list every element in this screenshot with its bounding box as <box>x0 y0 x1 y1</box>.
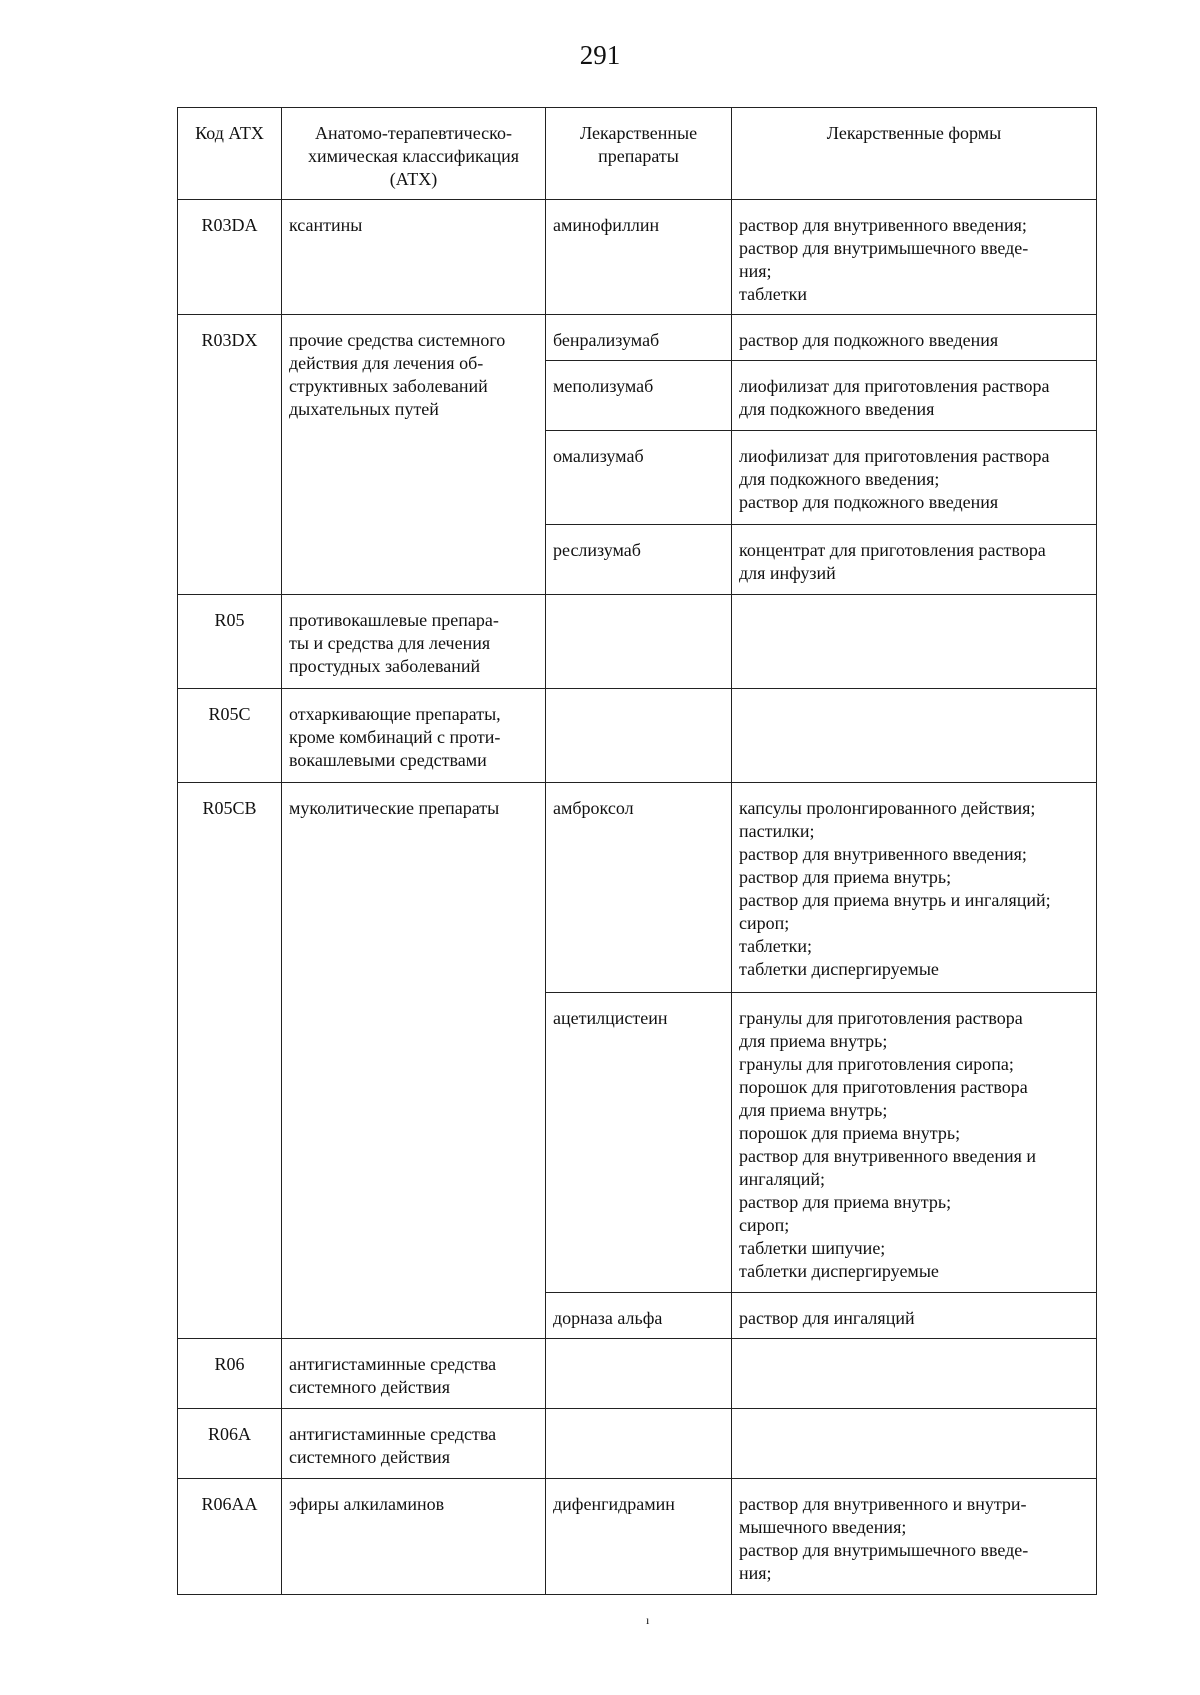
form-line: таблетки диспергируемые <box>739 1261 939 1281</box>
forms-cell <box>732 783 1097 993</box>
forms-cell <box>732 595 1097 689</box>
forms-cell <box>732 431 1097 525</box>
form-line: лиофилизат для приготовления раствора <box>739 446 1050 466</box>
form-line: таблетки; <box>739 936 813 956</box>
atx-code-cell: R05C <box>178 689 282 783</box>
classification-line: дыхательных путей <box>289 399 439 419</box>
forms-cell <box>732 525 1097 595</box>
form-line: мышечного введения; <box>739 1517 907 1537</box>
scan-mark: ı <box>646 1613 650 1627</box>
classification-line: структивных заболеваний <box>289 376 488 396</box>
classification-line: антигистаминные средства <box>289 1424 497 1444</box>
table-row <box>178 1479 1097 1595</box>
classification-line: вокашлевыми средствами <box>289 750 487 770</box>
drug-cell: омализумаб <box>546 431 732 525</box>
form-line: для подкожного введения <box>739 399 935 419</box>
forms-cell <box>732 689 1097 783</box>
classification-cell <box>282 783 546 1339</box>
form-line: таблетки диспергируемые <box>739 959 939 979</box>
form-line: капсулы пролонгированного действия; <box>739 798 1036 818</box>
form-line: раствор для подкожного введения <box>739 330 999 350</box>
classification-line: действия для лечения об- <box>289 353 484 373</box>
classification-cell <box>282 315 546 595</box>
forms-cell <box>732 361 1097 431</box>
table-header-row <box>178 108 1097 200</box>
form-line: раствор для внутримышечного введе- <box>739 238 1029 258</box>
classification-cell <box>282 689 546 783</box>
classification-cell <box>282 1479 546 1595</box>
form-line: сироп; <box>739 913 790 933</box>
drug-cell: аминофиллин <box>546 200 732 315</box>
classification-line: эфиры алкиламинов <box>289 1494 445 1514</box>
drug-cell <box>546 1339 732 1409</box>
atx-code-cell: R06 <box>178 1339 282 1409</box>
form-line: ния; <box>739 1563 772 1583</box>
classification-line: отхаркивающие препараты, <box>289 704 501 724</box>
form-line: таблетки <box>739 284 808 304</box>
classification-line: системного действия <box>289 1447 450 1467</box>
form-line: порошок для приготовления раствора <box>739 1077 1028 1097</box>
form-line: раствор для приема внутрь; <box>739 867 952 887</box>
form-line: для инфузий <box>739 563 836 583</box>
form-line: раствор для ингаляций <box>739 1308 915 1328</box>
classification-line: прочие средства системного <box>289 330 506 350</box>
form-line: раствор для приема внутрь и ингаляций; <box>739 890 1051 910</box>
drug-cell: ацетилцистеин <box>546 993 732 1293</box>
header-forms: Лекарственные формы <box>732 108 1097 200</box>
form-line: для приема внутрь; <box>739 1031 888 1051</box>
classification-line: простудных заболеваний <box>289 656 481 676</box>
atx-code-cell: R03DX <box>178 315 282 595</box>
form-line: раствор для внутривенного и внутри- <box>739 1494 1027 1514</box>
form-line: для подкожного введения; <box>739 469 940 489</box>
form-line: раствор для приема внутрь; <box>739 1192 952 1212</box>
classification-line: противокашлевые препара- <box>289 610 499 630</box>
classification-line: ксантины <box>289 215 363 235</box>
drug-cell: бенрализумаб <box>546 315 732 361</box>
forms-cell <box>732 1339 1097 1409</box>
form-line: ния; <box>739 261 772 281</box>
form-line: для приема внутрь; <box>739 1100 888 1120</box>
form-line: порошок для приема внутрь; <box>739 1123 961 1143</box>
form-line: раствор для внутривенного введения; <box>739 215 1027 235</box>
classification-line: муколитические препараты <box>289 798 500 818</box>
forms-cell <box>732 200 1097 315</box>
drug-cell: реслизумаб <box>546 525 732 595</box>
drug-cell: меполизумаб <box>546 361 732 431</box>
forms-cell <box>732 315 1097 361</box>
form-line: гранулы для приготовления раствора <box>739 1008 1023 1028</box>
form-line: раствор для внутривенного введения; <box>739 844 1027 864</box>
classification-line: кроме комбинаций с проти- <box>289 727 501 747</box>
classification-cell <box>282 1339 546 1409</box>
atx-table <box>177 107 1097 1595</box>
table-row <box>178 689 1097 783</box>
form-line: концентрат для приготовления раствора <box>739 540 1046 560</box>
classification-cell <box>282 1409 546 1479</box>
form-line: гранулы для приготовления сиропа; <box>739 1054 1014 1074</box>
atx-code-cell: R05 <box>178 595 282 689</box>
forms-cell <box>732 1479 1097 1595</box>
form-line: сироп; <box>739 1215 790 1235</box>
table-row <box>178 315 1097 361</box>
drug-cell <box>546 595 732 689</box>
table-row <box>178 200 1097 315</box>
header-code: Код АТХ <box>178 108 282 200</box>
classification-cell <box>282 595 546 689</box>
drug-cell: дифенгидрамин <box>546 1479 732 1595</box>
forms-cell <box>732 1409 1097 1479</box>
classification-line: системного действия <box>289 1377 450 1397</box>
form-line: ингаляций; <box>739 1169 825 1189</box>
classification-line: ты и средства для лечения <box>289 633 491 653</box>
atx-code-cell: R06A <box>178 1409 282 1479</box>
table-row <box>178 1339 1097 1409</box>
table-row <box>178 1409 1097 1479</box>
page-number: 291 <box>579 40 621 70</box>
table-row <box>178 595 1097 689</box>
table-row <box>178 783 1097 993</box>
form-line: раствор для внутримышечного введе- <box>739 1540 1029 1560</box>
forms-cell <box>732 993 1097 1293</box>
header-drugs: Лекарственные препараты <box>546 108 732 200</box>
drug-cell: амброксол <box>546 783 732 993</box>
forms-cell <box>732 1293 1097 1339</box>
drug-cell <box>546 1409 732 1479</box>
classification-cell <box>282 200 546 315</box>
table-body <box>178 200 1097 1595</box>
form-line: лиофилизат для приготовления раствора <box>739 376 1050 396</box>
form-line: таблетки шипучие; <box>739 1238 886 1258</box>
form-line: раствор для подкожного введения <box>739 492 999 512</box>
drug-cell: дорназа альфа <box>546 1293 732 1339</box>
form-line: раствор для внутривенного введения и <box>739 1146 1037 1166</box>
drug-cell <box>546 689 732 783</box>
atx-code-cell: R03DA <box>178 200 282 315</box>
header-classification: Анатомо-терапевтическо- химическая классификация (АТХ) <box>282 108 546 200</box>
atx-code-cell: R06AA <box>178 1479 282 1595</box>
atx-code-cell: R05CB <box>178 783 282 1339</box>
classification-line: антигистаминные средства <box>289 1354 497 1374</box>
form-line: пастилки; <box>739 821 815 841</box>
